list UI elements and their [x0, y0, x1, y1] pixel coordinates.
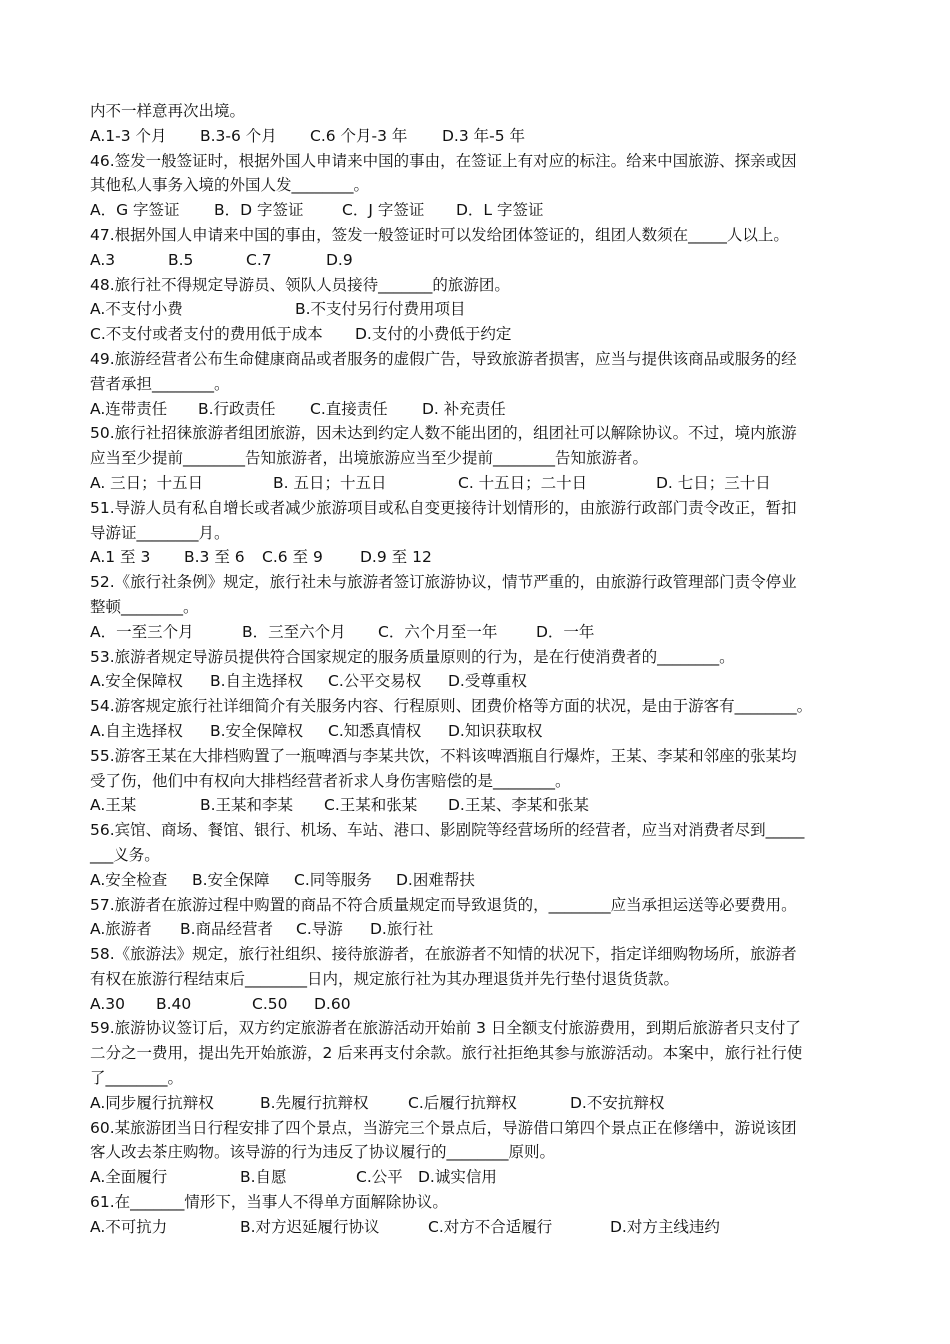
option: B.不支付另行付费用项目: [295, 300, 466, 319]
options-row: [90, 793, 862, 818]
options-row: [90, 669, 862, 694]
options-row: [90, 1091, 862, 1116]
text-line: 60.某旅游团当日行程安排了四个景点，当游完三个景点后，导游借口第四个景点正在修缮中，游说该团: [90, 1118, 797, 1137]
option: C.6 个月-3 年: [310, 126, 408, 145]
option: D.3 年-5 年: [442, 126, 526, 145]
option: D.对方主线违约: [610, 1217, 720, 1236]
options-row: [90, 198, 862, 223]
option: A. 三日；十五日: [90, 473, 204, 492]
text-line: 二分之一费用，提出先开始旅游，2 后来再支付余款。旅行社拒绝其参与旅游活动。本案中，旅行社行使: [90, 1044, 803, 1063]
option: D.诚实信用: [418, 1168, 497, 1187]
options-row: [90, 1215, 862, 1240]
option: C. 十五日；二十日: [458, 473, 588, 492]
option: A.自主选择权: [90, 721, 183, 740]
options-row: [90, 868, 862, 893]
options-row: [90, 397, 862, 422]
text-line: 61.在_______情形下，当事人不得单方面解除协议。: [90, 1193, 448, 1212]
option: A.安全检查: [90, 870, 168, 889]
option: B.3 至 6: [184, 548, 245, 567]
text-line: 整顿________。: [90, 597, 199, 616]
option: C．六个月至一年: [378, 622, 498, 641]
text-line: 47.根据外国人申请来中国的事由，签发一般签证时可以发给团体签证的，组团人数须在_____人以上。: [90, 225, 789, 244]
option: B.安全保障: [192, 870, 270, 889]
option: B.5: [168, 250, 194, 269]
option: B.先履行抗辩权: [260, 1093, 369, 1112]
option: B.行政责任: [198, 399, 276, 418]
option: D.王某、李某和张某: [448, 796, 589, 815]
options-row: [90, 471, 862, 496]
option: A.1 至 3: [90, 548, 151, 567]
document-page: [90, 99, 862, 1240]
text-line: 应当至少提前________告知旅游者，出境旅游应当至少提前________告知旅游者。: [90, 449, 649, 468]
option: B.40: [156, 994, 192, 1013]
text-line: 营者承担________。: [90, 374, 230, 393]
text-line: 52.《旅行社条例》规定，旅行社未与旅游者签订旅游协议，情节严重的，由旅游行政管理部门责令停业: [90, 573, 797, 592]
option: A.安全保障权: [90, 672, 183, 691]
option: D.受尊重权: [448, 672, 527, 691]
option: D.9 至 12: [360, 548, 432, 567]
option: D. 七日；三十日: [656, 473, 771, 492]
option: B.商品经营者: [180, 920, 274, 939]
option: B.自愿: [240, 1168, 287, 1187]
option: C.同等服务: [294, 870, 372, 889]
text-line: 内不一样意再次出境。: [90, 102, 246, 120]
text-line: 客人改去茶庄购物。该导游的行为违反了协议履行的________原则。: [90, 1143, 556, 1162]
text-line: 57.旅游者在旅游过程中购置的商品不符合质量规定而导致退货的，________应当承担运送等必要费用。: [90, 895, 797, 914]
text-line: 54.游客规定旅行社详细简介有关服务内容、行程原则、团费价格等方面的状况，是由于游客有________。: [90, 697, 813, 716]
option: C.7: [246, 250, 272, 269]
option: C.导游: [296, 920, 343, 939]
text-line: 导游证________月。: [90, 523, 230, 542]
options-row: [90, 248, 862, 273]
option: D.旅行社: [370, 920, 434, 939]
text-line: 46.签发一般签证时，根据外国人申请来中国的事由，在签证上有对应的标注。给来中国旅游、探亲或因: [90, 151, 797, 170]
option: C.对方不合适履行: [428, 1217, 553, 1236]
text-line: 受了伤，他们中有权向大排档经营者祈求人身伤害赔偿的是________。: [90, 771, 571, 790]
text-line: 58.《旅游法》规定，旅行社组织、接待旅游者，在旅游者不知情的状况下，指定详细购物场所，旅游者: [90, 945, 797, 964]
option: D.支付的小费低于约定: [355, 325, 512, 344]
option: A．G 字签证: [90, 201, 180, 220]
option: D.60: [314, 994, 351, 1013]
option: C.不支付或者支付的费用低于成本: [90, 325, 323, 344]
option: C.6 至 9: [262, 548, 323, 567]
option: B.王某和李某: [200, 796, 294, 815]
option: B.对方迟延履行协议: [240, 1217, 380, 1236]
option: A.3: [90, 250, 116, 269]
options-row: [90, 917, 862, 942]
option: B．三至六个月: [242, 622, 346, 641]
text-line: 48.旅行社不得规定导游员、领队人员接待_______的旅游团。: [90, 275, 510, 294]
options-row: [90, 992, 862, 1017]
text-line: 55.游客王某在大排档购置了一瓶啤酒与李某共饮，不料该啤酒瓶自行爆炸，王某、李某和邻座的张某均: [90, 746, 797, 765]
option: A.王某: [90, 796, 137, 815]
text-line: 49.旅游经营者公布生命健康商品或者服务的虚假广告，导致旅游者损害，应当与提供该商品或服务的经: [90, 349, 797, 368]
option: C.知悉真情权: [328, 721, 422, 740]
options-row: [90, 1165, 862, 1190]
option: B. 五日；十五日: [273, 473, 387, 492]
options-row: [90, 322, 862, 347]
text-line: 50.旅行社招徕旅游者组团旅游，因未达到约定人数不能出团的，组团社可以解除协议。不过，境内旅游: [90, 424, 797, 443]
option: D．一年: [536, 622, 595, 641]
option: A.全面履行: [90, 1168, 168, 1187]
option: B．D 字签证: [214, 201, 304, 220]
text-line: ___义务。: [90, 845, 160, 864]
text-line: 59.旅游协议签订后，双方约定旅游者在旅游活动开始前 3 日全额支付旅游费用，到期后旅游者只支付了: [90, 1019, 801, 1038]
options-row: [90, 124, 862, 149]
option: C.直接责任: [310, 399, 388, 418]
option: D. 补充责任: [422, 399, 506, 418]
option: A.30: [90, 994, 125, 1013]
options-row: [90, 719, 862, 744]
option: D.知识获取权: [448, 721, 543, 740]
text-line: 有权在旅游行程结束后________日内，规定旅行社为其办理退货并先行垫付退货货款。: [90, 969, 680, 988]
option: B.安全保障权: [210, 721, 304, 740]
option: A.不支付小费: [90, 300, 183, 319]
option: B.3-6 个月: [200, 126, 277, 145]
option: D.9: [326, 250, 353, 269]
text-line: 了________。: [90, 1069, 184, 1088]
options-row: [90, 620, 862, 645]
option: C．J 字签证: [342, 201, 425, 220]
option: C.公平: [356, 1168, 403, 1187]
text-line: 56.宾馆、商场、餐馆、银行、机场、车站、港口、影剧院等经营场所的经营者，应当对消费者尽到_____: [90, 821, 805, 840]
option: C.公平交易权: [328, 672, 422, 691]
option: A.旅游者: [90, 920, 152, 939]
option: D.困难帮扶: [396, 870, 475, 889]
option: A.同步履行抗辩权: [90, 1093, 214, 1112]
text-line: 其他私人事务入境的外国人发________。: [90, 176, 370, 195]
option: C.50: [252, 994, 288, 1013]
option: A.连带责任: [90, 399, 168, 418]
text-line: 53.旅游者规定导游员提供符合国家规定的服务质量原则的行为，是在行使消费者的________。: [90, 647, 735, 666]
option: A．一至三个月: [90, 622, 194, 641]
option: C.王某和张某: [324, 796, 418, 815]
options-row: [90, 297, 862, 322]
text-line: 51.导游人员有私自增长或者减少旅游项目或私自变更接待计划情形的，由旅游行政部门责令改正，暂扣: [90, 498, 797, 517]
option: C.后履行抗辩权: [408, 1093, 517, 1112]
options-row: [90, 545, 862, 570]
option: D．L 字签证: [456, 201, 544, 220]
option: A.1-3 个月: [90, 126, 167, 145]
option: D.不安抗辩权: [570, 1093, 665, 1112]
option: B.自主选择权: [210, 672, 304, 691]
option: A.不可抗力: [90, 1217, 168, 1236]
